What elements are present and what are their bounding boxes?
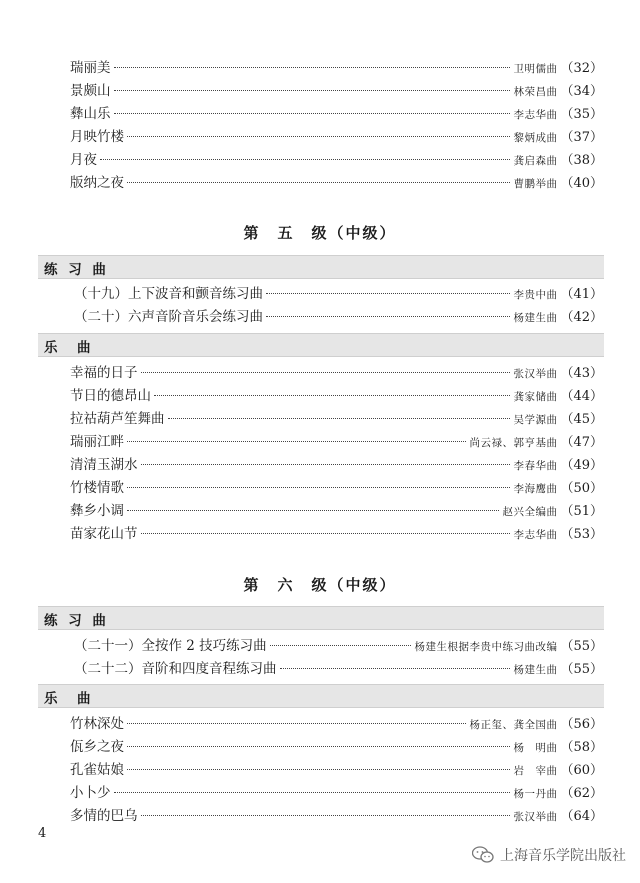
- toc-entry: [70, 79, 603, 102]
- entry-composer: 尚云禄、郭亨基曲: [469, 437, 558, 449]
- dot-leader: [168, 418, 511, 419]
- entry-composer: 吴学源曲: [513, 414, 558, 426]
- toc-list-grade6-pieces: [70, 712, 603, 827]
- entry-page: （42）: [560, 310, 603, 325]
- dot-leader: [127, 723, 466, 724]
- entry-page: （41）: [560, 287, 603, 302]
- toc-entry: [70, 361, 603, 384]
- entry-composer: 杨一丹曲: [513, 788, 558, 800]
- entry-composer: 曹鹏举曲: [513, 178, 558, 190]
- toc-entry: [74, 634, 603, 657]
- toc-entry: [70, 384, 603, 407]
- entry-title: 月映竹楼: [70, 129, 124, 145]
- dot-leader: [114, 90, 511, 91]
- toc-list-grade6-etudes: [74, 634, 603, 680]
- entry-title: 版纳之夜: [70, 175, 124, 191]
- toc-entry: [70, 56, 603, 79]
- toc-entry: [74, 282, 603, 305]
- entry-composer: 张汉举曲: [513, 368, 558, 380]
- entry-composer: 李志华曲: [513, 109, 558, 121]
- toc-entry: [70, 522, 603, 545]
- watermark-text: 上海音乐学院出版社: [500, 848, 626, 864]
- entry-page: （49）: [560, 458, 603, 473]
- toc-entry: [70, 804, 603, 827]
- entry-page: （37）: [560, 130, 603, 145]
- entry-composer: 杨建生曲: [513, 312, 558, 324]
- entry-composer: 龚启森曲: [513, 155, 558, 167]
- dot-leader: [141, 372, 511, 373]
- toc-list-grade5-etudes: [74, 282, 603, 328]
- entry-page: （35）: [560, 107, 603, 122]
- entry-title: 景颇山: [70, 83, 111, 99]
- entry-page: （45）: [560, 412, 603, 427]
- grade5-pieces-label: 乐 曲: [44, 340, 94, 356]
- entry-composer: 岩 宰曲: [513, 765, 558, 777]
- entry-composer: 赵兴全编曲: [502, 506, 558, 518]
- toc-entry: [70, 453, 603, 476]
- grade6-pieces-bar: [38, 684, 604, 708]
- publisher-watermark: [472, 845, 626, 865]
- grade6-pieces-label: 乐 曲: [44, 691, 94, 707]
- dot-leader: [141, 464, 511, 465]
- toc-entry: [70, 781, 603, 804]
- toc-entry: [70, 499, 603, 522]
- entry-composer: 李海鹰曲: [513, 483, 558, 495]
- entry-page: （53）: [560, 527, 603, 542]
- toc-entry: [70, 102, 603, 125]
- dot-leader: [280, 668, 511, 669]
- entry-composer: 李贵中曲: [513, 289, 558, 301]
- entry-composer: 龚家储曲: [513, 391, 558, 403]
- grade6-heading: 第 六 级（中级）: [243, 576, 397, 594]
- entry-composer: 杨建生根据李贵中练习曲改编: [414, 641, 558, 653]
- entry-composer: 杨 明曲: [513, 742, 558, 754]
- dot-leader: [114, 113, 511, 114]
- dot-leader: [270, 645, 412, 646]
- toc-entry: [70, 712, 603, 735]
- entry-title: 彝山乐: [70, 106, 111, 122]
- entry-composer: 张汉举曲: [513, 811, 558, 823]
- toc-list-top: [70, 56, 603, 194]
- toc-entry: [70, 476, 603, 499]
- entry-page: （38）: [560, 153, 603, 168]
- wechat-icon: [472, 846, 494, 864]
- entry-page: （51）: [560, 504, 603, 519]
- dot-leader: [114, 67, 511, 68]
- entry-page: （44）: [560, 389, 603, 404]
- entry-page: （50）: [560, 481, 603, 496]
- dot-leader: [127, 182, 510, 183]
- dot-leader: [127, 487, 510, 488]
- toc-entry: [74, 657, 603, 680]
- dot-leader: [141, 815, 511, 816]
- entry-page: （56）: [560, 717, 603, 732]
- entry-title: 瑞丽江畔: [70, 434, 124, 450]
- entry-page: （55）: [560, 662, 603, 677]
- entry-composer: 李志华曲: [513, 529, 558, 541]
- entry-page: （40）: [560, 176, 603, 191]
- grade5-pieces-bar: [38, 333, 604, 357]
- entry-page: （55）: [560, 639, 603, 654]
- grade6-etude-label: 练 习 曲: [44, 613, 109, 629]
- grade5-heading: 第 五 级（中级）: [243, 224, 397, 242]
- entry-title: 节日的德昂山: [70, 388, 151, 404]
- entry-title: 苗家花山节: [70, 526, 138, 542]
- page-number: 4: [38, 826, 47, 841]
- entry-title: 清清玉湖水: [70, 457, 138, 473]
- entry-title: 彝乡小调: [70, 503, 124, 519]
- entry-page: （64）: [560, 809, 603, 824]
- dot-leader: [266, 293, 510, 294]
- grade5-etude-label: 练 习 曲: [44, 262, 109, 278]
- dot-leader: [127, 136, 510, 137]
- entry-composer: 黎炳成曲: [513, 132, 558, 144]
- entry-title: 多情的巴乌: [70, 808, 138, 824]
- toc-entry: [74, 305, 603, 328]
- grade5-etude-bar: [38, 255, 604, 279]
- dot-leader: [141, 533, 511, 534]
- entry-title: 拉祜葫芦笙舞曲: [70, 411, 165, 427]
- grade6-etude-bar: [38, 606, 604, 630]
- toc-list-grade5-pieces: [70, 361, 603, 545]
- entry-page: （47）: [560, 435, 603, 450]
- entry-title: 孔雀姑娘: [70, 762, 124, 778]
- entry-composer: 李春华曲: [513, 460, 558, 472]
- entry-page: （62）: [560, 786, 603, 801]
- toc-entry: [70, 735, 603, 758]
- entry-title: 小卜少: [70, 785, 111, 801]
- entry-title: 竹林深处: [70, 716, 124, 732]
- entry-title: 月夜: [70, 152, 97, 168]
- entry-page: （58）: [560, 740, 603, 755]
- entry-title: （二十二）音阶和四度音程练习曲: [74, 661, 277, 677]
- dot-leader: [127, 441, 466, 442]
- entry-title: （二十一）全按作 2 技巧练习曲: [74, 638, 267, 654]
- entry-composer: 杨正玺、龚全国曲: [469, 719, 558, 731]
- entry-page: （32）: [560, 61, 603, 76]
- entry-page: （43）: [560, 366, 603, 381]
- dot-leader: [127, 510, 499, 511]
- entry-composer: 林荣昌曲: [513, 86, 558, 98]
- toc-entry: [70, 125, 603, 148]
- toc-entry: [70, 430, 603, 453]
- entry-title: 竹楼情歌: [70, 480, 124, 496]
- dot-leader: [154, 395, 510, 396]
- toc-entry: [70, 148, 603, 171]
- dot-leader: [100, 159, 510, 160]
- toc-entry: [70, 171, 603, 194]
- entry-page: （34）: [560, 84, 603, 99]
- entry-title: 瑞丽美: [70, 60, 111, 76]
- entry-title: 佤乡之夜: [70, 739, 124, 755]
- entry-title: （十九）上下波音和颤音练习曲: [74, 286, 263, 302]
- dot-leader: [114, 792, 511, 793]
- dot-leader: [127, 746, 510, 747]
- dot-leader: [127, 769, 510, 770]
- toc-entry: [70, 407, 603, 430]
- entry-title: （二十）六声音阶音乐会练习曲: [74, 309, 263, 325]
- entry-page: （60）: [560, 763, 603, 778]
- toc-entry: [70, 758, 603, 781]
- dot-leader: [266, 316, 510, 317]
- entry-composer: 杨建生曲: [513, 664, 558, 676]
- entry-composer: 卫明儒曲: [513, 63, 558, 75]
- entry-title: 幸福的日子: [70, 365, 138, 381]
